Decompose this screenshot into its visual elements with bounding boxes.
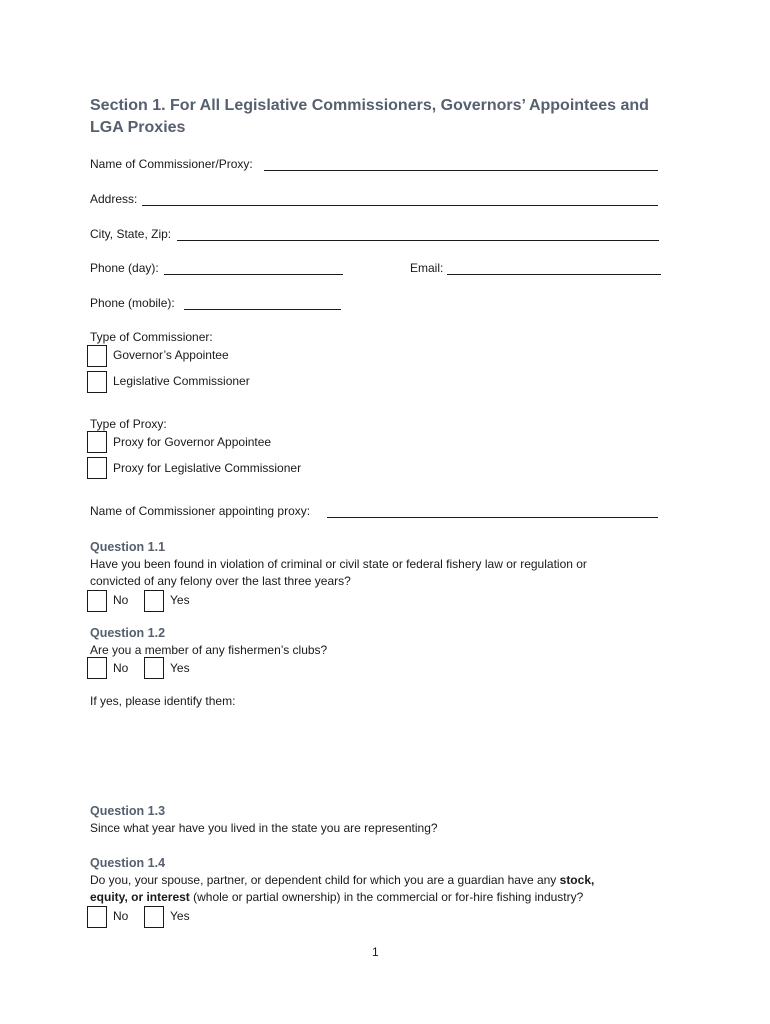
phone-day-input-line[interactable] (164, 274, 343, 275)
appointing-label: Name of Commissioner appointing proxy: (90, 504, 311, 518)
proxy-governor-checkbox[interactable] (87, 431, 107, 453)
question-1-1-text-line1: Have you been found in violation of criminal or civil state or federal fishery law or regulation or (90, 557, 587, 571)
question-1-1-no-checkbox[interactable] (87, 590, 107, 612)
legislative-commissioner-label: Legislative Commissioner (113, 374, 250, 388)
phone-mobile-input-line[interactable] (184, 309, 341, 310)
question-1-2-followup: If yes, please identify them: (90, 694, 236, 708)
question-1-4-text-line1-bold: stock, (559, 873, 595, 887)
question-1-4-heading: Question 1.4 (90, 856, 166, 870)
question-1-2-yes-label: Yes (170, 661, 190, 675)
question-1-4-text-line1-regular: Do you, your spouse, partner, or dependent child for which you are a guardian have any (90, 873, 560, 887)
question-1-1-no-label: No (113, 593, 129, 607)
name-label: Name of Commissioner/Proxy: (90, 157, 253, 171)
question-1-2-heading: Question 1.2 (90, 626, 166, 640)
address-label: Address: (90, 192, 138, 206)
question-1-4-text-line1 (90, 872, 594, 889)
question-1-2-no-checkbox[interactable] (87, 657, 107, 679)
question-1-3-text: Since what year have you lived in the state you are representing? (90, 821, 438, 835)
question-1-1-text-line2: convicted of any felony over the last three years? (90, 574, 351, 588)
question-1-1-yes-checkbox[interactable] (144, 590, 164, 612)
governors-appointee-checkbox[interactable] (87, 345, 107, 367)
question-1-2-no-label: No (113, 661, 129, 675)
question-1-4-no-checkbox[interactable] (87, 906, 107, 928)
question-1-4-yes-label: Yes (170, 909, 190, 923)
question-1-4-text-line2 (90, 889, 583, 906)
city-state-zip-label: City, State, Zip: (90, 227, 172, 241)
question-1-1-yes-label: Yes (170, 593, 190, 607)
proxy-legislative-checkbox[interactable] (87, 457, 107, 479)
question-1-4-yes-checkbox[interactable] (144, 906, 164, 928)
email-input-line[interactable] (447, 274, 661, 275)
name-input-line[interactable] (264, 170, 658, 171)
page-number: 1 (372, 945, 379, 959)
email-label: Email: (410, 261, 444, 275)
city-state-zip-input-line[interactable] (177, 240, 659, 241)
question-1-2-yes-checkbox[interactable] (144, 657, 164, 679)
proxy-legislative-label: Proxy for Legislative Commissioner (113, 461, 302, 475)
question-1-3-heading: Question 1.3 (90, 804, 166, 818)
question-1-1-heading: Question 1.1 (90, 540, 166, 554)
section-title: Section 1. For All Legislative Commissioners, Governors’ Appointees and LGA Proxies (90, 97, 649, 136)
proxy-type-heading: Type of Proxy: (90, 417, 167, 431)
question-1-2-text: Are you a member of any fishermen’s clubs? (90, 643, 328, 657)
commissioner-type-heading: Type of Commissioner: (90, 330, 213, 344)
address-input-line[interactable] (142, 205, 658, 206)
governors-appointee-label: Governor’s Appointee (113, 348, 229, 362)
question-1-4-text-line2-regular: (whole or partial ownership) in the commercial or for-hire fishing industry? (189, 890, 584, 904)
question-1-4-text-line2-bold: equity, or interest (90, 890, 190, 904)
question-1-4-no-label: No (113, 909, 129, 923)
phone-mobile-label: Phone (mobile): (90, 296, 175, 310)
phone-day-label: Phone (day): (90, 261, 159, 275)
legislative-commissioner-checkbox[interactable] (87, 371, 107, 393)
proxy-governor-label: Proxy for Governor Appointee (113, 435, 272, 449)
appointing-input-line[interactable] (327, 517, 658, 518)
